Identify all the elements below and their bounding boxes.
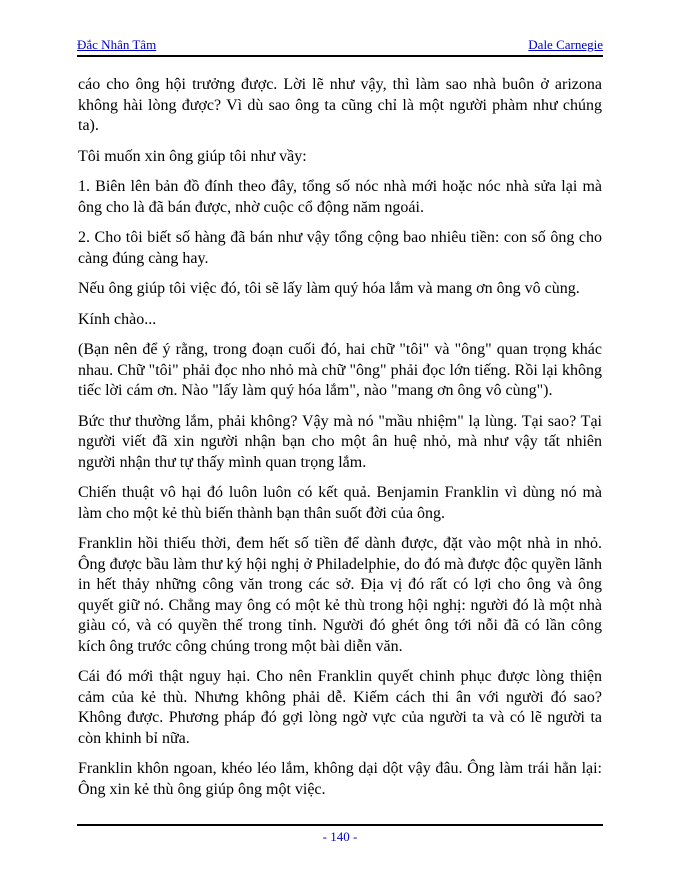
- header-rule: [77, 55, 603, 57]
- paragraph: 2. Cho tôi biết số hàng đã bán như vậy tổng cộng bao nhiêu tiền: con số ông cho càng đúng càng hay.: [78, 229, 602, 267]
- paragraph: Nếu ông giúp tôi việc đó, tôi sẽ lấy làm quý hóa lắm và mang ơn ông vô cùng.: [78, 280, 580, 297]
- paragraph: Franklin hồi thiếu thời, đem hết số tiền để dành được, đặt vào một nhà in nhỏ. Ông được bầu làm thư ký hội nghị ở Philadelphie, do đó mà được độc quyền lãnh in hết thảy những công văn trong các sở. Địa vị đó rất có lợi cho ông và ông quyết giữ nó. Chẳng may ông có một kẻ thù trong hội nghị: người đó là một nhà giàu có, và có quyền thế trong tỉnh. Người đó ghét ông tới nỗi đã có lần công kích ông trước công chúng trong một bài diễn văn.: [78, 535, 602, 655]
- paragraph: Kính chào...: [78, 310, 157, 328]
- page-header: [77, 37, 603, 52]
- header-author-name: Dale Carnegie: [528, 37, 603, 52]
- paragraph: (Bạn nên để ý rằng, trong đoạn cuối đó, hai chữ "tôi" và "ông" quan trọng khác nhau. Chữ "tôi" phải đọc nho nhỏ mà chữ "ông" phải đọc lớn tiếng. Rồi lại không tiếc lời cám ơn. Nào "lấy làm quý hóa lắm", nào "mang ơn ông vô cùng").: [78, 341, 602, 399]
- paragraph: Chiến thuật vô hại đó luôn luôn có kết quả. Benjamin Franklin vì dùng nó mà làm cho một kẻ thù biến thành bạn thân suốt đời của ông.: [78, 484, 602, 522]
- paragraph: 1. Biên lên bản đồ đính theo đây, tổng số nóc nhà mới hoặc nóc nhà sửa lại mà ông cho là đã bán được, nhờ cuộc cổ động năm ngoái.: [78, 178, 602, 216]
- paragraph: Tôi muốn xin ông giúp tôi như vầy:: [78, 147, 307, 165]
- page-number: - 140 -: [322, 829, 358, 844]
- header-book-title: Đắc Nhân Tâm: [77, 37, 157, 52]
- page-body: [78, 75, 602, 810]
- paragraph: Franklin khôn ngoan, khéo léo lắm, không dại dột vậy đâu. Ông làm trái hẳn lại: Ông xin kẻ thù ông giúp ông một việc.: [78, 760, 602, 798]
- paragraph: Bức thư thường lắm, phải không? Vậy mà nó "mầu nhiệm" lạ lùng. Tại sao? Tại người viết đã xin người nhận bạn cho một ân huệ nhỏ, mà như vậy tất nhiên người nhận thư tự thấy mình quan trọng lắm.: [78, 412, 602, 471]
- paragraph: Cái đó mới thật nguy hại. Cho nên Franklin quyết chinh phục được lòng thiện cảm của kẻ thù. Nhưng không phải dễ. Kiếm cách thi ân với người đó sao? Không được. Phương pháp đó gợi lòng ngờ vực của người ta và có lẽ người ta còn khinh bỉ nữa.: [78, 668, 602, 747]
- footer-rule: [77, 824, 603, 826]
- paragraph: cáo cho ông hội trưởng được. Lời lẽ như vậy, thì làm sao nhà buôn ở arizona không hài lòng được? Vì dù sao ông ta cũng chỉ là một người phàm như chúng ta).: [78, 76, 602, 134]
